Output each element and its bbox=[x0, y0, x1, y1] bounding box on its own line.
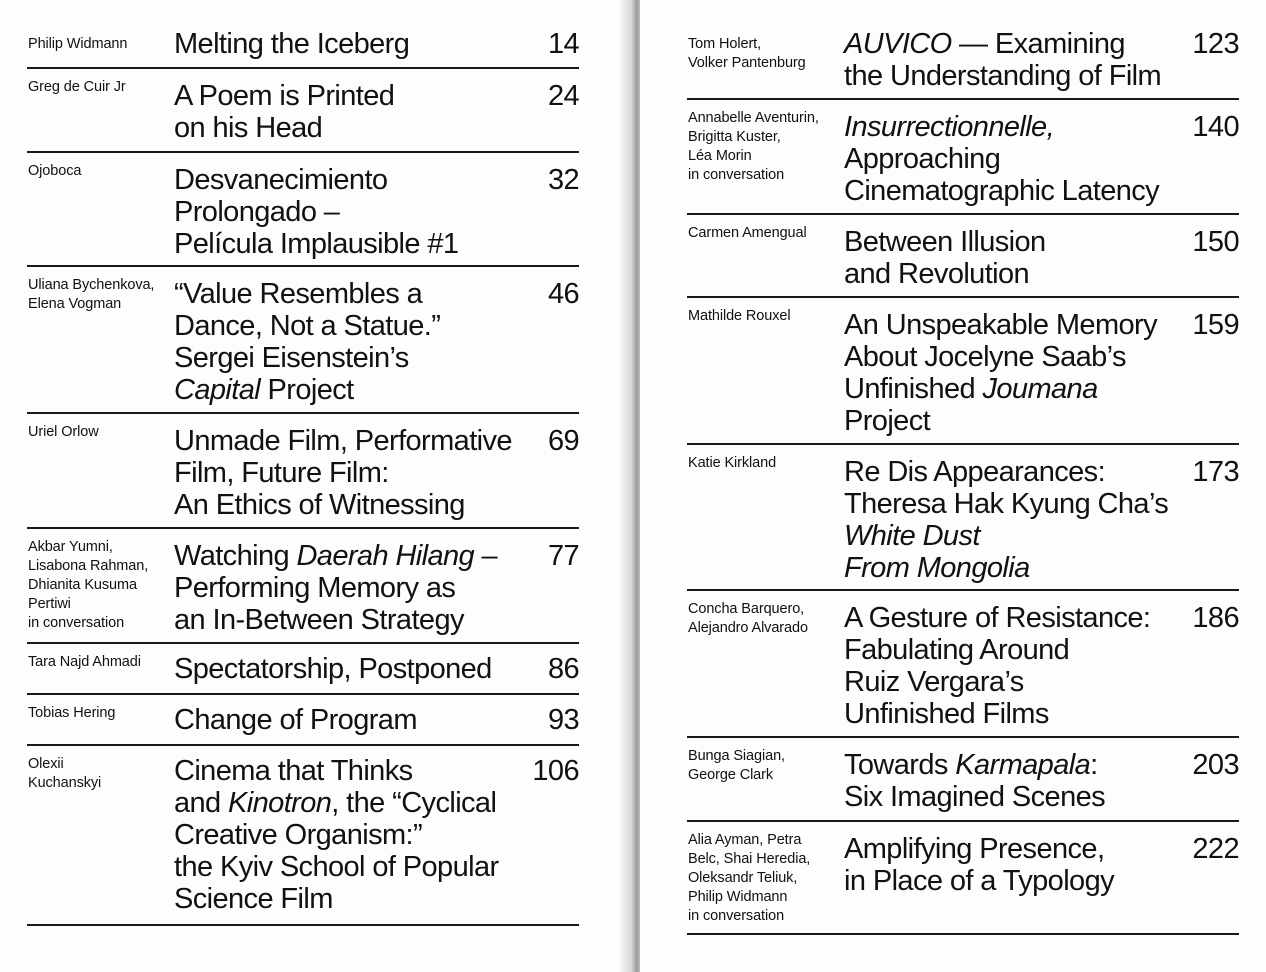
entry-author: Bunga Siagian, George Clark bbox=[688, 748, 785, 783]
entry-page-number: 46 bbox=[547, 278, 579, 310]
entry-author: Uriel Orlow bbox=[28, 424, 99, 440]
entry-author: Alia Ayman, Petra Belc, Shai Heredia, Oleksandr Teliuk, Philip Widmann in conversation bbox=[688, 832, 811, 924]
entry-page-number: 186 bbox=[1192, 602, 1239, 634]
toc-entry[interactable] bbox=[687, 298, 1239, 445]
entry-author: Tom Holert, Volker Pantenburg bbox=[688, 36, 806, 71]
entry-title: Towards Karmapala: Six Imagined Scenes bbox=[844, 749, 1106, 813]
toc-entry[interactable] bbox=[687, 738, 1239, 822]
toc-left bbox=[27, 26, 579, 926]
entry-page-number: 203 bbox=[1192, 749, 1239, 781]
entry-title: Unmade Film, Performative Film, Future Film: An Ethics of Witnessing bbox=[174, 425, 512, 521]
entry-page-number: 140 bbox=[1192, 111, 1239, 143]
right-page bbox=[640, 0, 1266, 972]
entry-page-number: 123 bbox=[1192, 28, 1239, 60]
toc-entry[interactable] bbox=[27, 644, 579, 695]
entry-title: “Value Resembles a Dance, Not a Statue.” Sergei Eisenstein’s Capital Project bbox=[174, 278, 441, 406]
entry-title: Spectatorship, Postponed bbox=[174, 653, 492, 685]
toc-entry[interactable] bbox=[27, 153, 579, 267]
entry-author: Tobias Hering bbox=[28, 705, 116, 721]
entry-author: Olexii Kuchanskyi bbox=[28, 756, 102, 791]
entry-author: Katie Kirkland bbox=[688, 455, 777, 471]
entry-page-number: 69 bbox=[547, 425, 579, 457]
entry-title: A Poem is Printed on his Head bbox=[174, 80, 395, 144]
toc-entry[interactable] bbox=[27, 695, 579, 746]
entry-author: Concha Barquero, Alejandro Alvarado bbox=[688, 601, 808, 636]
entry-page-number: 150 bbox=[1192, 226, 1239, 258]
entry-title: Melting the Iceberg bbox=[174, 28, 410, 60]
entry-page-number: 106 bbox=[532, 755, 579, 787]
entry-page-number: 77 bbox=[547, 540, 579, 572]
toc-entry[interactable] bbox=[27, 69, 579, 153]
entry-author: Mathilde Rouxel bbox=[688, 308, 791, 324]
entry-author: Akbar Yumni, Lisabona Rahman, Dhianita Kusuma Pertiwi in conversation bbox=[28, 539, 149, 631]
entry-author: Uliana Bychenkova, Elena Vogman bbox=[28, 277, 155, 312]
entry-author: Carmen Amengual bbox=[688, 225, 807, 241]
toc-entry[interactable] bbox=[687, 591, 1239, 738]
toc-entry[interactable] bbox=[687, 26, 1239, 100]
toc-entry[interactable] bbox=[687, 215, 1239, 298]
entry-author: Ojoboca bbox=[28, 163, 82, 179]
toc-entry[interactable] bbox=[27, 26, 579, 69]
entry-title: Cinema that Thinks and Kinotron, the “Cyclical Creative Organism:” the Kyiv School of Popular Science Film bbox=[174, 755, 499, 915]
entry-title: Between Illusion and Revolution bbox=[844, 226, 1046, 290]
entry-title: Insurrectionnelle, Approaching Cinematographic Latency bbox=[844, 111, 1160, 207]
left-page bbox=[0, 0, 628, 972]
entry-page-number: 159 bbox=[1192, 309, 1239, 341]
entry-title: An Unspeakable Memory About Jocelyne Saab’s Unfinished Joumana Project bbox=[844, 309, 1157, 437]
entry-page-number: 222 bbox=[1192, 833, 1239, 865]
toc-entry[interactable] bbox=[27, 267, 579, 414]
entry-page-number: 173 bbox=[1192, 456, 1239, 488]
toc-entry[interactable] bbox=[27, 529, 579, 644]
entry-author: Greg de Cuir Jr bbox=[28, 79, 126, 95]
entry-page-number: 32 bbox=[547, 164, 579, 196]
toc-entry[interactable] bbox=[27, 746, 579, 926]
entry-title: Desvanecimiento Prolongado – Película Implausible #1 bbox=[174, 164, 459, 260]
entry-author: Philip Widmann bbox=[28, 36, 128, 52]
entry-page-number: 24 bbox=[547, 80, 579, 112]
toc-entry[interactable] bbox=[687, 822, 1239, 935]
entry-page-number: 14 bbox=[547, 28, 579, 60]
entry-title: Watching Daerah Hilang – Performing Memory as an In-Between Strategy bbox=[174, 540, 498, 636]
entry-title: Change of Program bbox=[174, 704, 417, 736]
entry-title: A Gesture of Resistance: Fabulating Around Ruiz Vergara’s Unfinished Films bbox=[844, 602, 1151, 730]
entry-page-number: 86 bbox=[547, 653, 579, 685]
entry-title: AUVICO — Examining the Understanding of Film bbox=[844, 28, 1162, 92]
entry-author: Tara Najd Ahmadi bbox=[28, 654, 141, 670]
entry-title: Re Dis Appearances: Theresa Hak Kyung Cha’s White Dust From Mongolia bbox=[844, 456, 1169, 584]
toc-entry[interactable] bbox=[27, 414, 579, 529]
toc-right bbox=[687, 26, 1239, 935]
toc-entry[interactable] bbox=[687, 445, 1239, 591]
toc-entry[interactable] bbox=[687, 100, 1239, 215]
entry-page-number: 93 bbox=[547, 704, 579, 736]
entry-title: Amplifying Presence, in Place of a Typology bbox=[844, 833, 1115, 897]
entry-author: Annabelle Aventurin, Brigitta Kuster, Léa Morin in conversation bbox=[688, 110, 819, 183]
